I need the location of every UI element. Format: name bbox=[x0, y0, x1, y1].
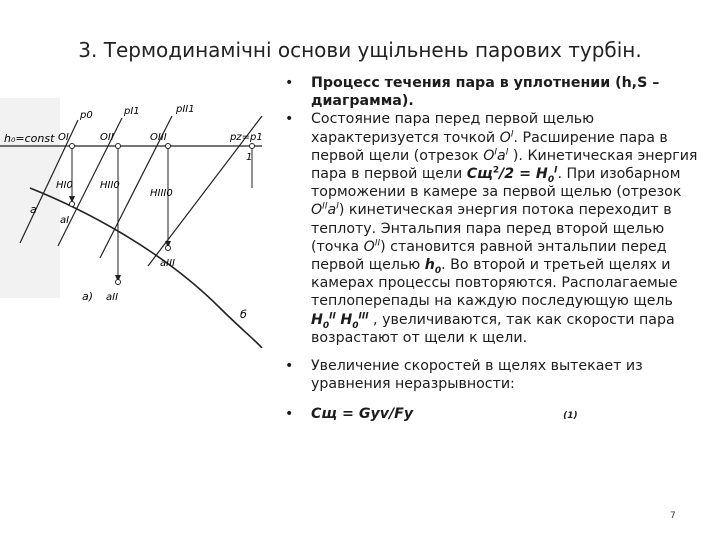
point-a2-dot bbox=[116, 280, 121, 285]
point-a1-dot bbox=[70, 202, 75, 207]
b2-seg3-a: a bbox=[327, 202, 337, 219]
label-pz: pz=p1 bbox=[230, 132, 263, 143]
bullet-list bbox=[285, 74, 700, 426]
b2-part-5: ) кинетическая энергия потока переходит в теплоту. Энтальпия пара перед второй щелью (точка bbox=[311, 202, 672, 255]
label-O1: OI bbox=[58, 132, 69, 143]
label-p0: p0 bbox=[80, 110, 93, 121]
point-O2-dot bbox=[116, 144, 121, 149]
label-H2: HII0 bbox=[100, 180, 120, 191]
point-1-dot bbox=[250, 144, 255, 149]
b2-H-sub: 0 bbox=[322, 320, 330, 331]
equation-number: (1) bbox=[563, 411, 578, 422]
bullet-3 bbox=[285, 357, 700, 393]
bullet-dot: • bbox=[285, 406, 294, 423]
label-a1: aI bbox=[60, 215, 70, 226]
bullet-4 bbox=[285, 405, 700, 425]
diagram-shade bbox=[0, 98, 60, 298]
h0-label: h₀=const bbox=[4, 132, 55, 145]
point-O3-dot bbox=[166, 144, 171, 149]
b2-point-O-sup: I bbox=[510, 128, 514, 139]
label-O2: OII bbox=[100, 132, 114, 143]
label-1: 1 bbox=[246, 152, 253, 163]
b2-h0: h bbox=[424, 257, 435, 274]
bullet-2 bbox=[285, 110, 700, 347]
b2-h0-sub: 0 bbox=[434, 265, 442, 276]
bullet-3-text: Увеличение скоростей в щелях вытекает из уравнения неразрывности: bbox=[311, 358, 643, 393]
b2-seg-a-sup: I bbox=[505, 147, 509, 158]
slide-title: 3. Термодинамічні основи ущільнень парових турбін. bbox=[78, 38, 642, 62]
b2-part-4: . При изобарном торможении в камере за первой щелью (отрезок bbox=[311, 166, 682, 201]
b2-seg-O: O bbox=[483, 147, 495, 164]
b2-part-8: , увеличиваются, так как скорости пара возрастают от щели к щели. bbox=[311, 311, 675, 346]
bullet-dot: • bbox=[285, 75, 294, 91]
b2-H2-sup: III bbox=[358, 310, 369, 321]
b2-part-3: ). Кинетическая энергия пара в первой щели bbox=[311, 147, 698, 183]
b2-point-O: O bbox=[499, 129, 511, 146]
b2-part-2: . Расширение пара в первой щели (отрезок bbox=[311, 129, 668, 164]
b2-seg-O-sup: I bbox=[494, 147, 498, 158]
b2-pt-O-sup: II bbox=[374, 238, 381, 249]
b2-pt-O: O bbox=[363, 238, 375, 255]
b2-H: H bbox=[311, 311, 323, 328]
label-p1-2: pII1 bbox=[176, 104, 195, 115]
label-a2: aII bbox=[106, 292, 119, 303]
b2-part-6: ) становится равной энтальпии перед первой щелью bbox=[311, 238, 667, 274]
expansion-curve bbox=[30, 188, 262, 348]
b2-seg3-O-sup: II bbox=[322, 201, 328, 212]
label-a3: aIII bbox=[160, 258, 175, 269]
curve-label-b: б bbox=[240, 308, 247, 321]
label-O3: OIII bbox=[150, 132, 167, 143]
diagram-corner-label: а) bbox=[82, 290, 94, 303]
page-number: 7 bbox=[670, 511, 676, 521]
b2-formula-sup: 2 bbox=[492, 165, 500, 176]
b2-seg3-a-sup: I bbox=[336, 201, 339, 212]
label-p1-1: pI1 bbox=[124, 106, 140, 117]
bullet-4-formula: Cщ = Gуv/Fу bbox=[311, 406, 414, 423]
point-O1-dot bbox=[70, 144, 75, 149]
b2-formula-sub: 0 bbox=[547, 174, 555, 185]
bullet-dot: • bbox=[285, 358, 294, 375]
b2-H2-sub: 0 bbox=[352, 320, 359, 331]
b2-seg3-O: O bbox=[311, 202, 323, 219]
label-H1: HI0 bbox=[56, 180, 73, 191]
b2-H2: H bbox=[340, 311, 353, 328]
b2-part-1: Состояние пара перед первой щелью характеризуется точкой bbox=[311, 111, 595, 146]
bullet-1-text: Процесс течения пара в уплотнении (h,S – диаграмма). bbox=[311, 75, 660, 110]
b2-part-7: . Во второй и третьей щелях и камерах процессы повторяются. Располагаемые теплоперепады на каждую последующую щель bbox=[311, 257, 678, 310]
b2-formula-sup2: I bbox=[554, 165, 558, 176]
label-H3: HIII0 bbox=[150, 188, 173, 199]
b2-formula-rest: /2 = H bbox=[499, 166, 548, 183]
bullet-dot: • bbox=[285, 111, 294, 128]
b2-seg-a: a bbox=[497, 147, 506, 164]
bullet-1 bbox=[285, 74, 700, 110]
curve-label-a: a bbox=[30, 203, 37, 216]
point-a3-dot bbox=[166, 246, 171, 251]
hs-diagram bbox=[0, 68, 298, 348]
b2-H-sup: II bbox=[329, 310, 336, 321]
b2-formula-c: Cщ bbox=[466, 166, 493, 183]
